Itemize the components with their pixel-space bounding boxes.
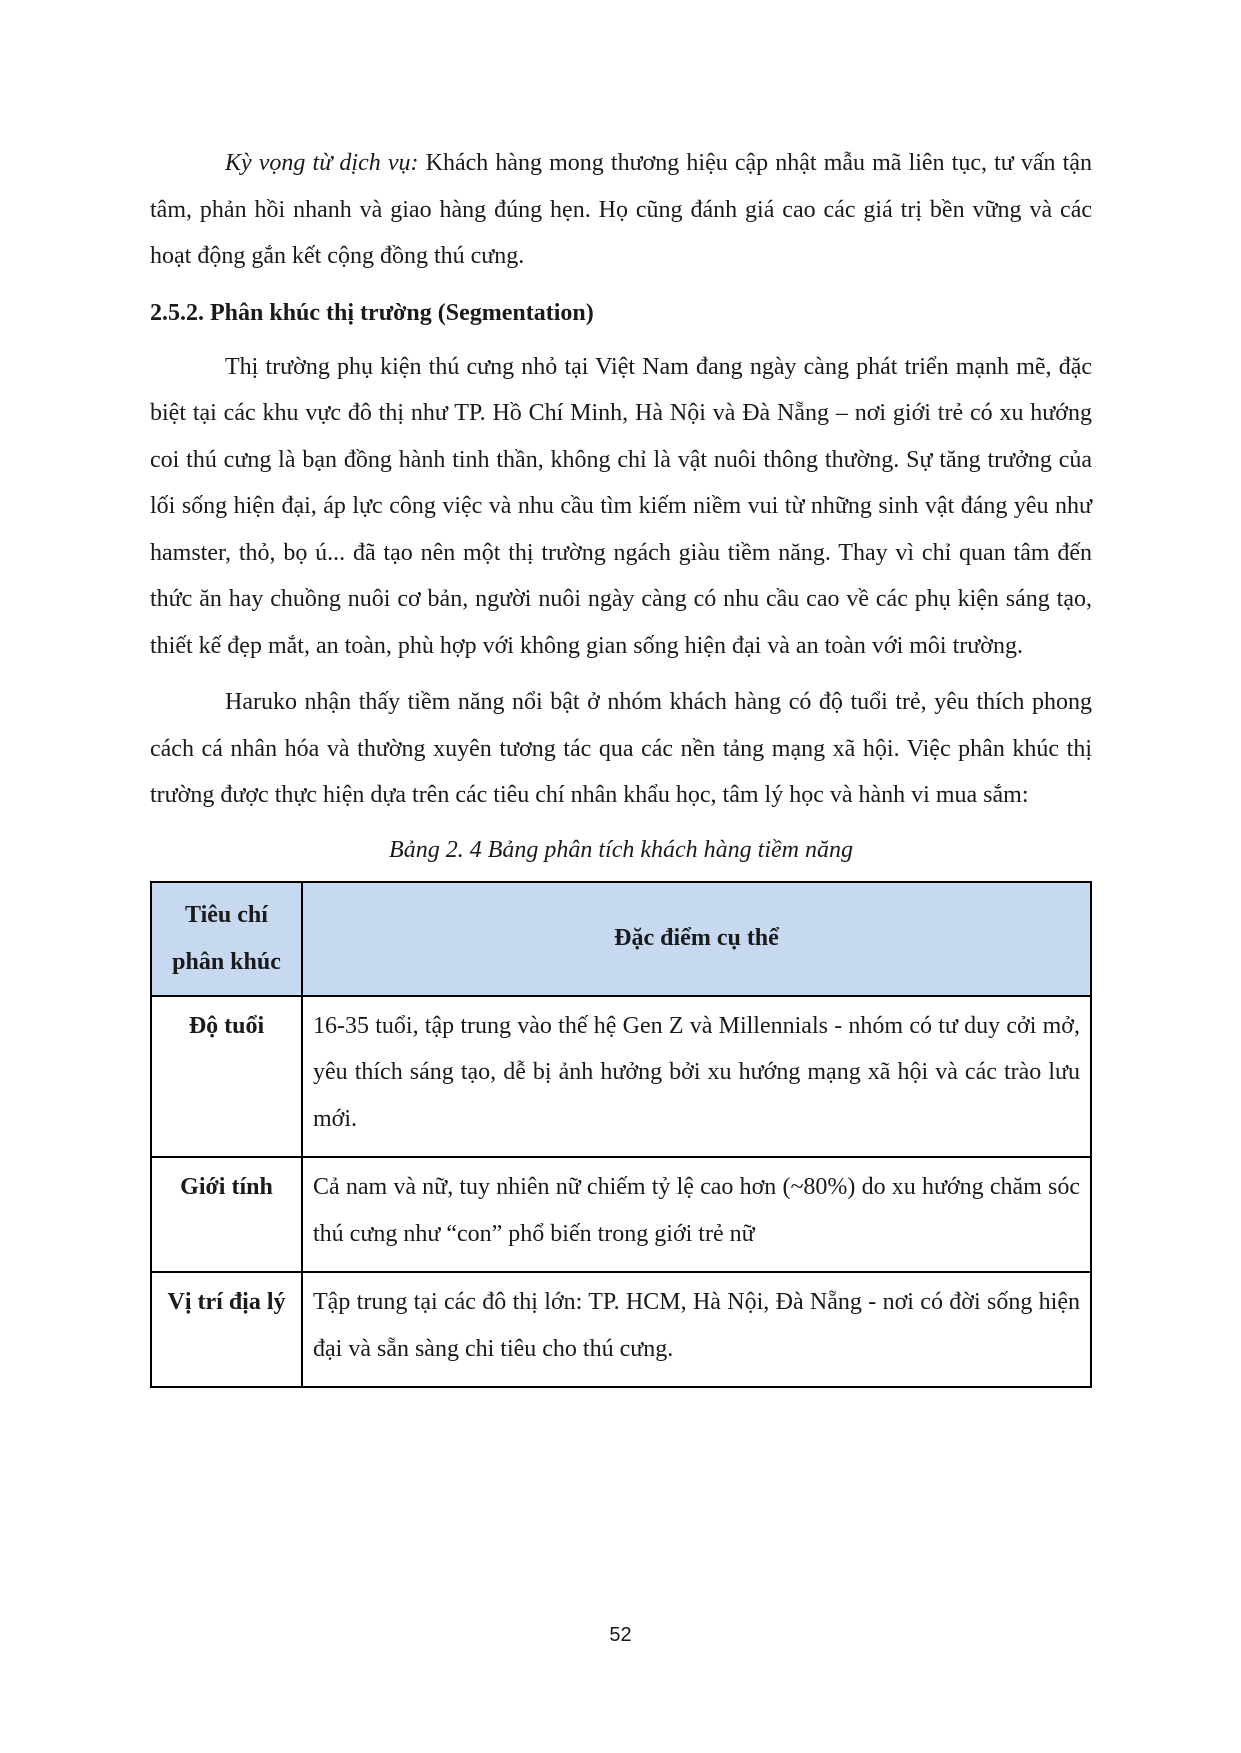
- row-criteria-location: Vị trí địa lý: [151, 1272, 302, 1387]
- header-criteria-line2: phân khúc: [172, 948, 281, 975]
- row-details-location: Tập trung tại các đô thị lớn: TP. HCM, Hà Nội, Đà Nẵng - nơi có đời sống hiện đại và sẵn sàng chi tiêu cho thú cưng.: [302, 1272, 1091, 1387]
- table-caption: Bảng 2. 4 Bảng phân tích khách hàng tiềm năng: [389, 836, 853, 863]
- section-heading: 2.5.2. Phân khúc thị trường (Segmentation): [150, 299, 594, 326]
- expectation-paragraph: [150, 140, 1092, 280]
- table-row: [151, 1157, 1091, 1272]
- table-row: [151, 996, 1091, 1158]
- haruko-paragraph: Haruko nhận thấy tiềm năng nổi bật ở nhóm khách hàng có độ tuổi trẻ, yêu thích phong cách cá nhân hóa và thường xuyên tương tác qua các nền tảng mạng xã hội. Việc phân khúc thị trường được thực hiện dựa trên các tiêu chí nhân khẩu học, tâm lý học và hành vi mua sắm:: [150, 689, 1092, 808]
- row-details-age: 16-35 tuổi, tập trung vào thế hệ Gen Z và Millennials - nhóm có tư duy cởi mở, yêu thích sáng tạo, dễ bị ảnh hưởng bởi xu hướng mạng xã hội và các trào lưu mới.: [302, 996, 1091, 1158]
- expectation-lead: Kỳ vọng từ dịch vụ:: [225, 150, 419, 176]
- document-page: [150, 140, 1092, 1388]
- segmentation-table: [150, 881, 1092, 1389]
- header-details: Đặc điểm cụ thể: [302, 882, 1091, 996]
- row-criteria-age: Độ tuổi: [151, 996, 302, 1158]
- header-criteria: [151, 882, 302, 996]
- row-criteria-gender: Giới tính: [151, 1157, 302, 1272]
- market-paragraph: Thị trường phụ kiện thú cưng nhỏ tại Việt Nam đang ngày càng phát triển mạnh mẽ, đặc biệt tại các khu vực đô thị như TP. Hồ Chí Minh, Hà Nội và Đà Nẵng – nơi giới trẻ có xu hướng coi thú cưng là bạn đồng hành tinh thần, không chỉ là vật nuôi thông thường. Sự tăng trưởng của lối sống hiện đại, áp lực công việc và nhu cầu tìm kiếm niềm vui từ những sinh vật đáng yêu như hamster, thỏ, bọ ú... đã tạo nên một thị trường ngách giàu tiềm năng. Thay vì chỉ quan tâm đến thức ăn hay chuồng nuôi cơ bản, người nuôi ngày càng có nhu cầu cao về các phụ kiện sáng tạo, thiết kế đẹp mắt, an toàn, phù hợp với không gian sống hiện đại và an toàn với môi trường.: [150, 353, 1092, 659]
- page-number: 52: [609, 1624, 632, 1646]
- header-criteria-line1: Tiêu chí: [185, 902, 268, 928]
- expectation-text: Khách hàng mong thương hiệu cập nhật mẫu mã liên tục, tư vấn tận tâm, phản hồi nhanh và giao hàng đúng hẹn. Họ cũng đánh giá cao các giá trị bền vững và các hoạt động gắn kết cộng đồng thú cưng.: [150, 150, 1092, 269]
- table-row: [151, 1272, 1091, 1387]
- table-header-row: [151, 882, 1091, 996]
- row-details-gender: Cả nam và nữ, tuy nhiên nữ chiếm tỷ lệ cao hơn (~80%) do xu hướng chăm sóc thú cưng như “con” phổ biến trong giới trẻ nữ: [302, 1157, 1091, 1272]
